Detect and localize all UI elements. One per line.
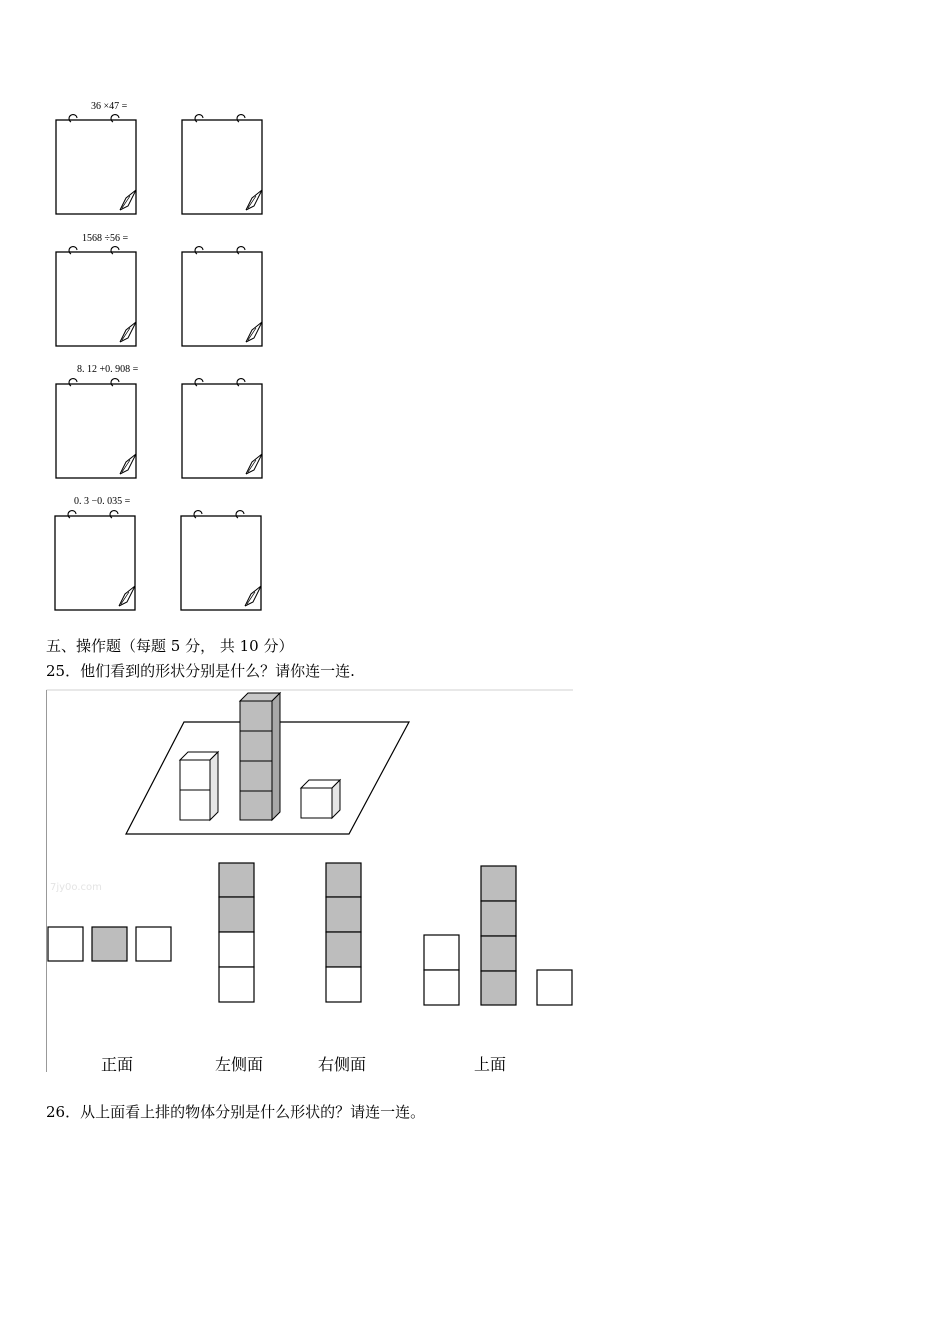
label-front: 正面: [101, 1055, 134, 1074]
notepad-left: [56, 248, 138, 350]
notepad-right: [182, 248, 264, 350]
three-view-figure: [46, 688, 574, 1074]
view-option-column-a: [219, 863, 254, 1002]
watermark: 7jy0o.com: [50, 882, 102, 893]
question-25: 25．他们看到的形状分别是什么？请你连一连.: [46, 662, 355, 680]
label-top: 上面: [474, 1055, 507, 1074]
view-option-front: [424, 866, 572, 1005]
problem-expression: 0. 3 −0. 035 =: [74, 496, 131, 507]
notepad-left: [55, 512, 137, 614]
cube-stack-2: [180, 752, 218, 820]
label-right-side: 右侧面: [318, 1055, 367, 1074]
view-option-column-b: [326, 863, 361, 1002]
notepad-left: [56, 116, 138, 218]
problem-expression: 8. 12 +0. 908 =: [77, 364, 139, 375]
question-26: 26．从上面看上排的物体分别是什么形状的？请连一连。: [46, 1103, 426, 1121]
notepad-left: [56, 380, 138, 482]
notepad-right: [181, 512, 263, 614]
notepad-right: [182, 380, 264, 482]
notepad-right: [182, 116, 264, 218]
section-heading: 五、操作题（每题 5 分， 共 10 分）: [46, 637, 294, 655]
view-option-row: [48, 927, 171, 961]
label-left-side: 左侧面: [215, 1055, 264, 1074]
cube-stack-4: [240, 693, 280, 820]
problem-expression: 36 ×47 =: [91, 101, 128, 112]
problem-expression: 1568 ÷56 =: [82, 233, 129, 244]
cube-single: [301, 780, 340, 818]
